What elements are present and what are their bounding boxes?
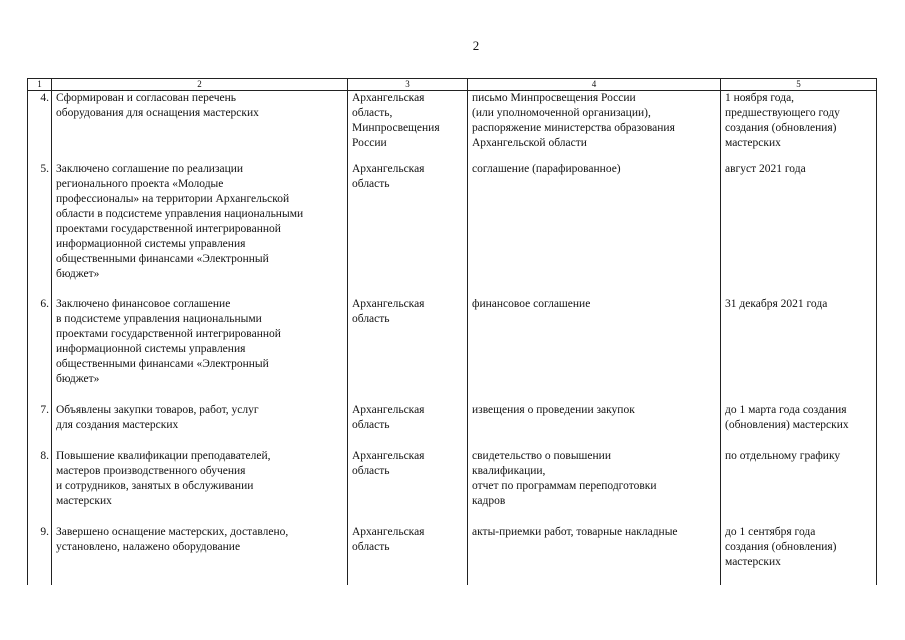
row-number: 4. [28, 91, 52, 163]
deadline-cell: 1 ноября года, предшествующего году создания (обновления) мастерских [721, 91, 877, 163]
responsible-cell: Архангельская область, Минпросвещения России [348, 91, 468, 163]
document-cell: письмо Минпросвещения России (или уполномоченной организации), распоряжение министерства образования Архангельской области [468, 91, 721, 163]
plan-table [27, 78, 877, 585]
deadline-cell: до 1 сентября года создания (обновления) мастерских [721, 525, 877, 585]
column-number-2: 2 [52, 79, 348, 91]
table-row [28, 91, 877, 163]
table-row [28, 525, 877, 585]
event-cell: Заключено соглашение по реализации регионального проекта «Молодые профессионалы» на территории Архангельской области в подсистеме управления национальными проектами государственной интегрированной информационной системы управления общественными финансами «Электронный бюджет» [52, 162, 348, 297]
row-number: 7. [28, 403, 52, 449]
column-number-3: 3 [348, 79, 468, 91]
column-number-4: 4 [468, 79, 721, 91]
table-row [28, 403, 877, 449]
deadline-cell: 31 декабря 2021 года [721, 297, 877, 403]
event-cell: Заключено финансовое соглашение в подсистеме управления национальными проектами государственной интегрированной информационной системы управления общественными финансами «Электронный бюджет» [52, 297, 348, 403]
document-cell: финансовое соглашение [468, 297, 721, 403]
responsible-cell: Архангельская область [348, 403, 468, 449]
document-cell: соглашение (парафированное) [468, 162, 721, 297]
event-cell: Повышение квалификации преподавателей, мастеров производственного обучения и сотрудников, занятых в обслуживании мастерских [52, 449, 348, 525]
document-cell: акты-приемки работ, товарные накладные [468, 525, 721, 585]
document-cell: свидетельство о повышении квалификации, отчет по программам переподготовки кадров [468, 449, 721, 525]
deadline-cell: по отдельному графику [721, 449, 877, 525]
column-number-5: 5 [721, 79, 877, 91]
responsible-cell: Архангельская область [348, 525, 468, 585]
event-cell: Объявлены закупки товаров, работ, услуг для создания мастерских [52, 403, 348, 449]
responsible-cell: Архангельская область [348, 449, 468, 525]
deadline-cell: август 2021 года [721, 162, 877, 297]
responsible-cell: Архангельская область [348, 162, 468, 297]
row-number: 8. [28, 449, 52, 525]
responsible-cell: Архангельская область [348, 297, 468, 403]
table-row [28, 449, 877, 525]
deadline-cell: до 1 марта года создания (обновления) мастерских [721, 403, 877, 449]
row-number: 6. [28, 297, 52, 403]
event-cell: Сформирован и согласован перечень оборудования для оснащения мастерских [52, 91, 348, 163]
row-number: 5. [28, 162, 52, 297]
table-row [28, 297, 877, 403]
document-cell: извещения о проведении закупок [468, 403, 721, 449]
column-number-1: 1 [28, 79, 52, 91]
page-number: 2 [472, 38, 480, 53]
event-cell: Завершено оснащение мастерских, доставлено, установлено, налажено оборудование [52, 525, 348, 585]
column-number-row [28, 79, 877, 91]
row-number: 9. [28, 525, 52, 585]
table-row [28, 162, 877, 297]
